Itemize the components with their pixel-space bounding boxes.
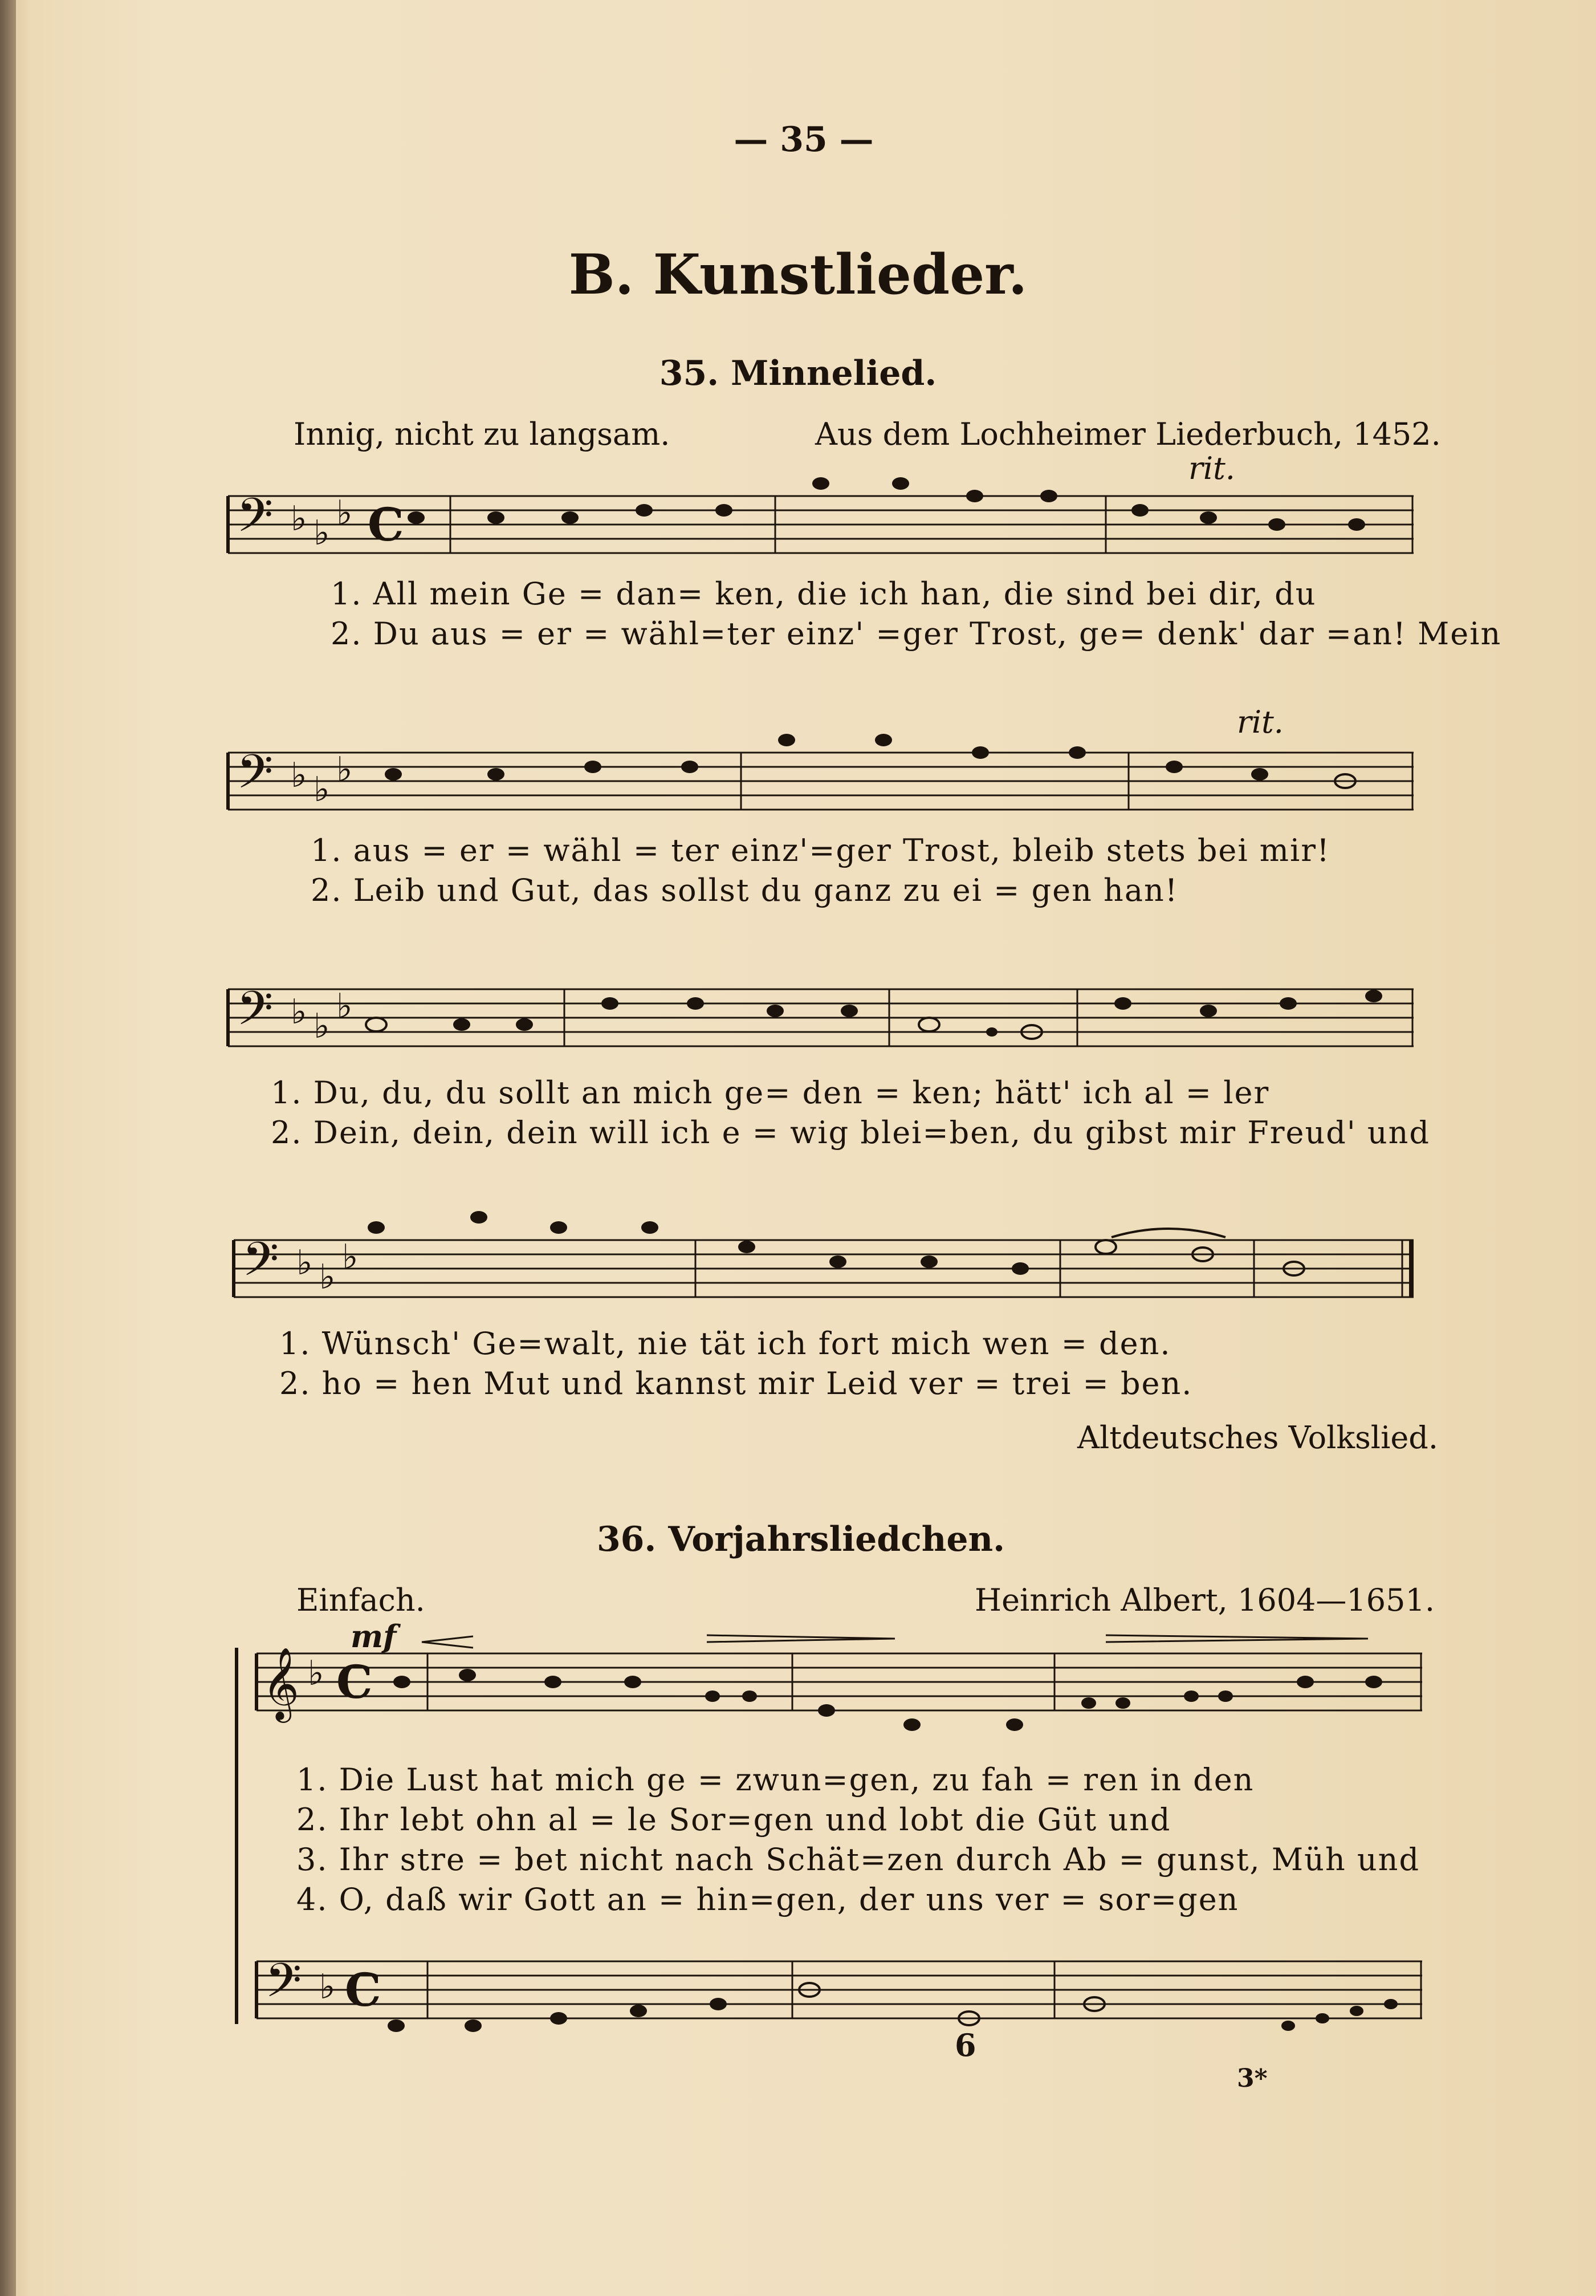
song-36-verse3: 3. Ihr stre = bet nicht nach Schät=zen durch Ab = gunst, Müh und — [296, 1842, 1420, 1878]
song-36-source: Heinrich Albert, 1604—1651. — [975, 1582, 1435, 1618]
song-35-line2-verse1: 1. aus = er = wähl = ter einz'=ger Trost, bleib stets bei mir! — [311, 832, 1330, 868]
song-36-verse1: 1. Die Lust hat mich ge = zwun=gen, zu fah = ren in den — [296, 1762, 1255, 1798]
song-35-title: 35. Minnelied. — [659, 353, 937, 393]
song-35-line1-verse2: 2. Du aus = er = wähl=ter einz' =ger Trost, ge= denk' dar =an! Mein — [331, 616, 1502, 652]
svg-text:C: C — [345, 1963, 381, 2017]
song-35-rit-2: rit. — [1237, 704, 1284, 740]
svg-text:♭: ♭ — [319, 1257, 336, 1297]
page-number: — 35 — — [734, 120, 874, 160]
svg-text:𝄢: 𝄢 — [242, 1232, 279, 1298]
svg-text:♭: ♭ — [314, 513, 330, 553]
song-36-tempo: Einfach. — [296, 1582, 425, 1618]
figured-bass-number: 6 — [955, 2027, 976, 2063]
svg-text:♭: ♭ — [336, 750, 353, 790]
song-35-staff-3 — [228, 981, 1414, 1052]
song-35-staff-1 — [228, 487, 1414, 559]
song-35-source: Aus dem Lochheimer Liederbuch, 1452. — [815, 416, 1441, 452]
song-35-line4-verse1: 1. Wünsch' Ge=walt, nie tät ich fort mich wen = den. — [279, 1326, 1171, 1362]
song-35-line4-verse2: 2. ho = hen Mut und kannst mir Leid ver = trei = ben. — [279, 1366, 1193, 1401]
svg-text:♭: ♭ — [291, 499, 307, 539]
svg-text:𝄢: 𝄢 — [237, 981, 274, 1047]
song-35-staff-2 — [228, 744, 1414, 815]
svg-text:♭: ♭ — [291, 992, 307, 1032]
song-35-line3-verse1: 1. Du, du, du sollt an mich ge= den = ken; hätt' ich al = ler — [271, 1075, 1270, 1111]
svg-text:C: C — [368, 498, 404, 551]
song-36-verse2: 2. Ihr lebt ohn al = le Sor=gen und lobt die Güt und — [296, 1802, 1171, 1838]
svg-text:C: C — [336, 1655, 373, 1709]
song-35-tempo: Innig, nicht zu langsam. — [294, 416, 670, 452]
section-title: B. Kunstlieder. — [568, 242, 1028, 307]
svg-text:♭: ♭ — [336, 493, 353, 533]
svg-text:♭: ♭ — [291, 755, 307, 795]
song-35-line1-verse1: 1. All mein Ge = dan= ken, die ich han, die sind bei dir, du — [331, 576, 1317, 612]
svg-text:♭: ♭ — [336, 986, 353, 1026]
svg-text:♭: ♭ — [319, 1967, 336, 2007]
book-spine-edge — [0, 0, 16, 2296]
svg-text:𝄞: 𝄞 — [262, 1647, 300, 1720]
svg-text:♭: ♭ — [314, 770, 330, 810]
song-35-line3-verse2: 2. Dein, dein, dein will ich e = wig blei=ben, du gibst mir Freud' und — [271, 1115, 1430, 1151]
song-36-dynamic: mf — [351, 1618, 397, 1655]
song-36-title: 36. Vorjahrsliedchen. — [596, 1519, 1005, 1559]
song-35-rit-1: rit. — [1188, 450, 1235, 486]
svg-text:𝄢: 𝄢 — [265, 1953, 302, 2019]
song-35-staff-4 — [234, 1234, 1419, 1303]
svg-text:𝄢: 𝄢 — [237, 744, 274, 811]
svg-text:𝄢: 𝄢 — [237, 487, 274, 554]
song-35-attribution: Altdeutsches Volkslied. — [1077, 1420, 1439, 1456]
signature-mark: 3* — [1237, 2064, 1268, 2093]
svg-text:♭: ♭ — [296, 1243, 313, 1283]
svg-text:♭: ♭ — [308, 1653, 324, 1693]
song-35-line2-verse2: 2. Leib und Gut, das sollst du ganz zu ei = gen han! — [311, 872, 1179, 908]
svg-text:♭: ♭ — [342, 1237, 359, 1277]
svg-text:♭: ♭ — [314, 1006, 330, 1046]
song-36-verse4: 4. O, daß wir Gott an = hin=gen, der uns ver = sor=gen — [296, 1881, 1239, 1917]
